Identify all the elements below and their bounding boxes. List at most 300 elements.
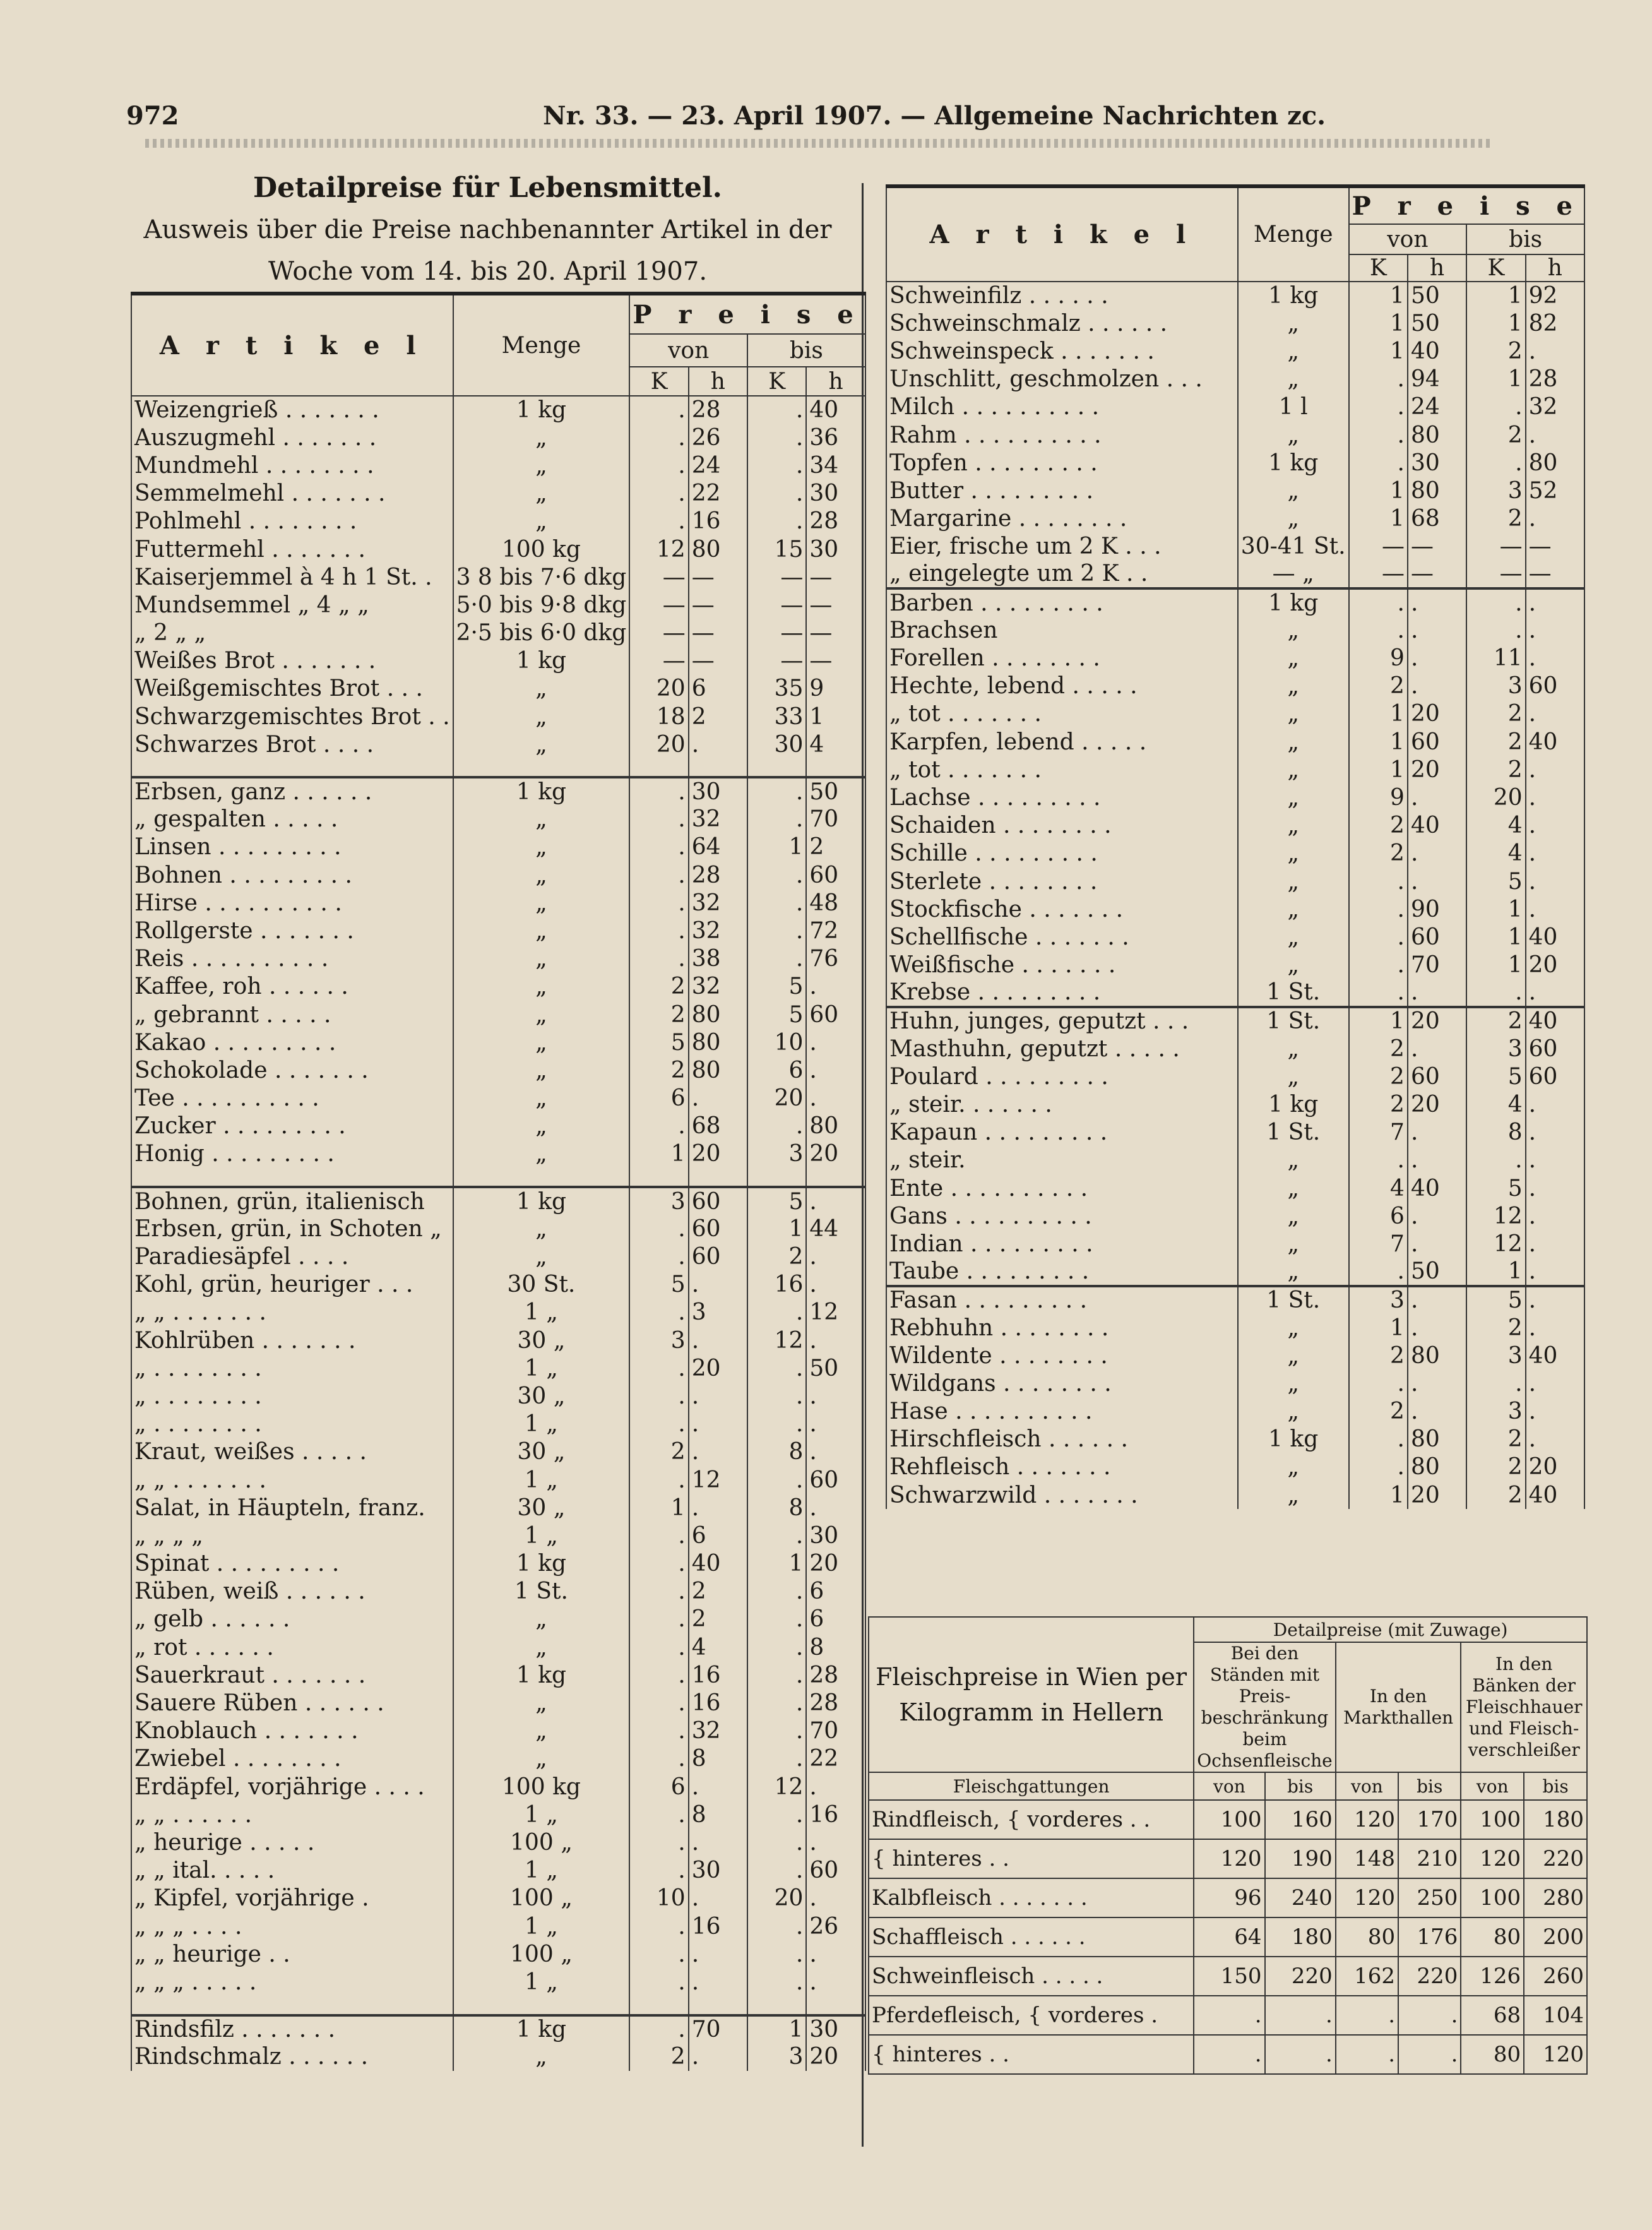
menge-cell: „ bbox=[1238, 700, 1349, 728]
menge-cell: 100 „ bbox=[453, 1828, 630, 1856]
bis-k-cell: 2 bbox=[1466, 1453, 1525, 1481]
artikel-cell: Wildente . . . . . . . . bbox=[886, 1342, 1238, 1369]
col-k: K bbox=[1349, 254, 1408, 282]
bis-h-cell: 40 bbox=[1526, 1342, 1584, 1369]
von-h-cell: 16 bbox=[689, 1912, 747, 1940]
artikel-cell: Butter . . . . . . . . . bbox=[886, 477, 1238, 504]
price-cell: 176 bbox=[1398, 1917, 1461, 1957]
menge-cell: „ bbox=[1238, 728, 1349, 756]
artikel-cell: Indian . . . . . . . . . bbox=[886, 1230, 1238, 1258]
artikel-cell: „ gespalten . . . . . bbox=[131, 806, 453, 833]
table-row bbox=[131, 1828, 865, 1856]
menge-cell: „ bbox=[453, 1243, 630, 1270]
bis-h-cell: . bbox=[1526, 1369, 1584, 1397]
von-h-cell: 80 bbox=[689, 1056, 747, 1084]
table-row bbox=[131, 2015, 865, 2043]
von-k-cell: . bbox=[629, 1243, 688, 1270]
bis-k-cell: 2 bbox=[1466, 1007, 1525, 1035]
menge-cell: „ bbox=[453, 1717, 630, 1745]
bis-h-cell: 20 bbox=[1526, 1453, 1584, 1481]
running-title: Nr. 33. — 23. April 1907. — Allgemeine Nachrichten zc. bbox=[543, 101, 1326, 131]
table-row bbox=[886, 923, 1584, 951]
von-h-cell: 60 bbox=[689, 1243, 747, 1270]
von-h-cell: 22 bbox=[689, 480, 747, 508]
left-table-body bbox=[131, 396, 865, 2071]
table-row bbox=[886, 1342, 1584, 1369]
artikel-cell: Schwarzes Brot . . . . bbox=[131, 730, 453, 758]
von-k-cell: . bbox=[1349, 895, 1408, 923]
price-cell: 240 bbox=[1265, 1878, 1336, 1917]
bis-h-cell: . bbox=[806, 1243, 865, 1270]
menge-cell: „ bbox=[1238, 421, 1349, 449]
menge-cell: „ bbox=[453, 1085, 630, 1112]
von-h-cell: 30 bbox=[689, 777, 747, 805]
bis-k-cell: 1 bbox=[1466, 951, 1525, 979]
bis-h-cell: 16 bbox=[806, 1801, 865, 1828]
von-k-cell: 1 bbox=[1349, 700, 1408, 728]
col-von: von bbox=[1336, 1772, 1398, 1800]
artikel-cell: „ „ . . . . . . . bbox=[131, 1466, 453, 1494]
col-artikel: A r t i k e l bbox=[886, 186, 1238, 282]
bis-k-cell: 5 bbox=[1466, 1063, 1525, 1090]
bis-k-cell: 30 bbox=[747, 730, 806, 758]
gap-cell bbox=[629, 758, 688, 777]
menge-cell: „ bbox=[1238, 784, 1349, 811]
von-k-cell: 20 bbox=[629, 730, 688, 758]
bis-k-cell: 3 bbox=[1466, 1342, 1525, 1369]
artikel-cell: Kakao . . . . . . . . . bbox=[131, 1029, 453, 1056]
bis-h-cell: — bbox=[806, 591, 865, 619]
von-k-cell: 4 bbox=[1349, 1174, 1408, 1202]
von-h-cell: . bbox=[689, 1382, 747, 1410]
von-k-cell: 1 bbox=[1349, 728, 1408, 756]
von-h-cell: 60 bbox=[1408, 923, 1466, 951]
artikel-cell: „ gebrannt . . . . . bbox=[131, 1001, 453, 1029]
artikel-cell: Kohlrüben . . . . . . . bbox=[131, 1327, 453, 1354]
menge-cell: „ bbox=[453, 806, 630, 833]
bis-h-cell: . bbox=[806, 1968, 865, 1996]
von-k-cell: 2 bbox=[1349, 672, 1408, 700]
bis-k-cell: . bbox=[747, 1633, 806, 1661]
artikel-cell: Schweinspeck . . . . . . . bbox=[886, 337, 1238, 365]
bis-h-cell: 40 bbox=[1526, 1007, 1584, 1035]
bis-k-cell: . bbox=[747, 1112, 806, 1140]
table-row bbox=[131, 861, 865, 889]
table-row bbox=[886, 366, 1584, 393]
table-row bbox=[131, 1745, 865, 1773]
bis-h-cell: . bbox=[806, 1885, 865, 1912]
menge-cell: 100 „ bbox=[453, 1885, 630, 1912]
von-k-cell: 2 bbox=[1349, 1063, 1408, 1090]
menge-cell: „ bbox=[1238, 616, 1349, 644]
von-k-cell: . bbox=[1349, 588, 1408, 616]
table-row bbox=[131, 1410, 865, 1438]
bis-k-cell: . bbox=[747, 1801, 806, 1828]
menge-cell: „ bbox=[1238, 1202, 1349, 1230]
von-k-cell: 2 bbox=[1349, 1090, 1408, 1118]
von-h-cell: 16 bbox=[689, 1661, 747, 1689]
table-row bbox=[886, 1369, 1584, 1397]
artikel-cell: Karpfen, lebend . . . . . bbox=[886, 728, 1238, 756]
artikel-cell: Salat, in Häupteln, franz. bbox=[131, 1494, 453, 1522]
von-h-cell: 70 bbox=[689, 2015, 747, 2043]
table-row bbox=[131, 647, 865, 675]
table-row bbox=[886, 309, 1584, 337]
von-k-cell: 2 bbox=[629, 2043, 688, 2071]
price-cell: 200 bbox=[1524, 1917, 1587, 1957]
menge-cell: „ bbox=[453, 480, 630, 508]
bis-h-cell: 80 bbox=[806, 1112, 865, 1140]
von-h-cell: . bbox=[1408, 1230, 1466, 1258]
col-bis: bis bbox=[1466, 224, 1584, 254]
menge-cell: 1 l bbox=[1238, 393, 1349, 421]
table-row bbox=[131, 1912, 865, 1940]
bis-h-cell: 26 bbox=[806, 1912, 865, 1940]
von-h-cell: 40 bbox=[1408, 812, 1466, 840]
von-h-cell: 64 bbox=[689, 833, 747, 861]
bis-k-cell: 20 bbox=[747, 1085, 806, 1112]
von-k-cell: . bbox=[629, 1801, 688, 1828]
von-k-cell: . bbox=[629, 889, 688, 917]
bis-h-cell: 28 bbox=[806, 1689, 865, 1717]
von-k-cell: — bbox=[1349, 561, 1408, 588]
von-h-cell: 30 bbox=[689, 1857, 747, 1885]
gap-cell bbox=[747, 1996, 806, 2015]
bis-h-cell: — bbox=[806, 563, 865, 591]
gap-cell bbox=[131, 758, 453, 777]
bis-k-cell: . bbox=[747, 1912, 806, 1940]
bis-k-cell: . bbox=[747, 889, 806, 917]
artikel-cell: Rebhuhn . . . . . . . . bbox=[886, 1314, 1238, 1342]
menge-cell: 1 kg bbox=[1238, 282, 1349, 309]
bis-h-cell: 30 bbox=[806, 1522, 865, 1549]
von-k-cell: . bbox=[629, 1745, 688, 1773]
von-h-cell: 32 bbox=[689, 806, 747, 833]
von-k-cell: . bbox=[1349, 1369, 1408, 1397]
von-h-cell: 20 bbox=[689, 1354, 747, 1382]
running-header bbox=[126, 95, 1490, 139]
table-row bbox=[886, 840, 1584, 868]
col-von: von bbox=[1194, 1772, 1264, 1800]
von-h-cell: 32 bbox=[689, 917, 747, 945]
col-k: K bbox=[747, 367, 806, 396]
table-row bbox=[886, 1258, 1584, 1286]
bis-k-cell: — bbox=[747, 563, 806, 591]
menge-cell: 100 „ bbox=[453, 1940, 630, 1968]
von-k-cell: 5 bbox=[629, 1029, 688, 1056]
fleisch-cell: { hinteres . . bbox=[869, 1839, 1194, 1878]
table-row bbox=[131, 675, 865, 703]
bis-h-cell: . bbox=[1526, 1230, 1584, 1258]
bis-h-cell: 20 bbox=[806, 1550, 865, 1578]
menge-cell: „ bbox=[453, 1215, 630, 1243]
menge-cell: „ bbox=[1238, 337, 1349, 365]
artikel-cell: Hirse . . . . . . . . . . bbox=[131, 889, 453, 917]
table-row bbox=[131, 945, 865, 973]
artikel-cell: „ rot . . . . . . bbox=[131, 1633, 453, 1661]
menge-cell: 1 kg bbox=[453, 396, 630, 424]
von-k-cell: . bbox=[629, 1522, 688, 1549]
von-h-cell: 20 bbox=[1408, 1481, 1466, 1509]
menge-cell: „ bbox=[1238, 1481, 1349, 1509]
table-row bbox=[886, 1174, 1584, 1202]
bis-k-cell: . bbox=[747, 1828, 806, 1856]
bis-h-cell: 60 bbox=[1526, 1063, 1584, 1090]
von-k-cell: 2 bbox=[629, 1438, 688, 1466]
bis-k-cell: 8 bbox=[747, 1438, 806, 1466]
menge-cell: 3 8 bis 7·6 dkg bbox=[453, 563, 630, 591]
table-row bbox=[131, 1857, 865, 1885]
von-k-cell: 2 bbox=[1349, 840, 1408, 868]
artikel-cell: Poulard . . . . . . . . . bbox=[886, 1063, 1238, 1090]
artikel-cell: „ eingelegte um 2 K . . bbox=[886, 561, 1238, 588]
bis-k-cell: . bbox=[747, 1466, 806, 1494]
menge-cell: 1 „ bbox=[453, 1522, 630, 1549]
table-row bbox=[131, 1299, 865, 1327]
artikel-cell: Barben . . . . . . . . . bbox=[886, 588, 1238, 616]
col-preise: P r e i s e bbox=[629, 294, 865, 334]
price-cell: 180 bbox=[1265, 1917, 1336, 1957]
meat-table-body bbox=[869, 1800, 1587, 2074]
bis-k-cell: 12 bbox=[747, 1773, 806, 1801]
artikel-cell: Bohnen . . . . . . . . . bbox=[131, 861, 453, 889]
table-row bbox=[886, 1202, 1584, 1230]
von-h-cell: — bbox=[689, 647, 747, 675]
bis-h-cell: 2 bbox=[806, 833, 865, 861]
bis-k-cell: 1 bbox=[747, 2015, 806, 2043]
bis-h-cell: 34 bbox=[806, 451, 865, 479]
bis-k-cell: 35 bbox=[747, 675, 806, 703]
artikel-cell: Schille . . . . . . . . . bbox=[886, 840, 1238, 868]
bis-h-cell: . bbox=[806, 1773, 865, 1801]
bis-k-cell: 5 bbox=[747, 1187, 806, 1215]
table-row bbox=[886, 1481, 1584, 1509]
bis-h-cell: 1 bbox=[806, 703, 865, 730]
von-h-cell: . bbox=[1408, 1398, 1466, 1426]
artikel-cell: Schokolade . . . . . . . bbox=[131, 1056, 453, 1084]
bis-k-cell: 10 bbox=[747, 1029, 806, 1056]
table-row bbox=[131, 563, 865, 591]
bis-k-cell: 16 bbox=[747, 1271, 806, 1299]
menge-cell: „ bbox=[1238, 477, 1349, 504]
von-h-cell: 60 bbox=[1408, 1063, 1466, 1090]
von-h-cell: . bbox=[1408, 1202, 1466, 1230]
von-h-cell: . bbox=[689, 1494, 747, 1522]
von-k-cell: . bbox=[1349, 393, 1408, 421]
gap-cell bbox=[747, 1168, 806, 1187]
bis-k-cell: 1 bbox=[747, 1215, 806, 1243]
menge-cell: „ bbox=[1238, 1063, 1349, 1090]
bis-k-cell: 3 bbox=[1466, 1035, 1525, 1063]
artikel-cell: Erbsen, ganz . . . . . . bbox=[131, 777, 453, 805]
menge-cell: 1 kg bbox=[1238, 449, 1349, 477]
von-k-cell: 9 bbox=[1349, 644, 1408, 672]
menge-cell: 1 „ bbox=[453, 1857, 630, 1885]
bis-h-cell: 30 bbox=[806, 480, 865, 508]
table-row bbox=[131, 1996, 865, 2015]
title-main: Detailpreise für Lebensmittel. bbox=[253, 172, 722, 204]
artikel-cell: Hase . . . . . . . . . . bbox=[886, 1398, 1238, 1426]
menge-cell: 1 kg bbox=[1238, 1090, 1349, 1118]
table-row bbox=[869, 1957, 1587, 1996]
bis-k-cell: 1 bbox=[1466, 895, 1525, 923]
von-k-cell: . bbox=[629, 1550, 688, 1578]
von-h-cell: . bbox=[689, 1271, 747, 1299]
bis-k-cell: 15 bbox=[747, 535, 806, 563]
von-h-cell: 20 bbox=[1408, 1007, 1466, 1035]
bis-k-cell: . bbox=[747, 945, 806, 973]
artikel-cell: Linsen . . . . . . . . . bbox=[131, 833, 453, 861]
bis-k-cell: 2 bbox=[1466, 337, 1525, 365]
price-cell: . bbox=[1398, 1996, 1461, 2035]
artikel-cell: „ steir. bbox=[886, 1147, 1238, 1174]
bis-k-cell: 1 bbox=[747, 833, 806, 861]
gap-cell bbox=[453, 1996, 630, 2015]
von-h-cell: . bbox=[689, 1410, 747, 1438]
table-row bbox=[131, 1550, 865, 1578]
von-h-cell: . bbox=[689, 1085, 747, 1112]
bis-k-cell: . bbox=[1466, 588, 1525, 616]
price-cell: 120 bbox=[1336, 1800, 1398, 1839]
bis-h-cell: 72 bbox=[806, 917, 865, 945]
bis-h-cell: . bbox=[1526, 840, 1584, 868]
gap-cell bbox=[131, 1168, 453, 1187]
table-row bbox=[886, 1063, 1584, 1090]
von-h-cell: 50 bbox=[1408, 309, 1466, 337]
table-row bbox=[886, 979, 1584, 1007]
von-k-cell: . bbox=[1349, 1453, 1408, 1481]
artikel-cell: „ . . . . . . . . bbox=[131, 1354, 453, 1382]
bis-k-cell: . bbox=[747, 396, 806, 424]
menge-cell: „ bbox=[1238, 895, 1349, 923]
von-k-cell: 2 bbox=[1349, 812, 1408, 840]
menge-cell: „ bbox=[1238, 1258, 1349, 1286]
artikel-cell: „ tot . . . . . . . bbox=[886, 756, 1238, 784]
table-row bbox=[886, 784, 1584, 811]
bis-h-cell: 28 bbox=[1526, 366, 1584, 393]
von-k-cell: . bbox=[629, 1578, 688, 1606]
menge-cell: „ bbox=[1238, 505, 1349, 533]
bis-h-cell: — bbox=[1526, 533, 1584, 561]
price-cell: 120 bbox=[1336, 1878, 1398, 1917]
table-row bbox=[131, 1689, 865, 1717]
bis-h-cell: . bbox=[806, 1029, 865, 1056]
bis-k-cell: . bbox=[1466, 616, 1525, 644]
bis-h-cell: . bbox=[806, 1271, 865, 1299]
menge-cell: 30 „ bbox=[453, 1438, 630, 1466]
artikel-cell: Reis . . . . . . . . . . bbox=[131, 945, 453, 973]
menge-cell: 1 kg bbox=[453, 1550, 630, 1578]
col-artikel: A r t i k e l bbox=[131, 294, 453, 396]
menge-cell: „ bbox=[1238, 1342, 1349, 1369]
bis-k-cell: 2 bbox=[1466, 421, 1525, 449]
price-cell: . bbox=[1336, 2035, 1398, 2074]
col-h: h bbox=[1526, 254, 1584, 282]
von-h-cell: 24 bbox=[1408, 393, 1466, 421]
bis-h-cell: 60 bbox=[806, 861, 865, 889]
bis-h-cell: 70 bbox=[806, 1717, 865, 1745]
von-h-cell: 40 bbox=[689, 1550, 747, 1578]
bis-h-cell: . bbox=[806, 1410, 865, 1438]
von-k-cell: 1 bbox=[1349, 1007, 1408, 1035]
von-k-cell: 2 bbox=[1349, 1398, 1408, 1426]
col-von: von bbox=[629, 334, 747, 367]
artikel-cell: „ „ . . . . . . . bbox=[131, 1299, 453, 1327]
bis-h-cell: 40 bbox=[806, 396, 865, 424]
artikel-cell: Hirschfleisch . . . . . . bbox=[886, 1426, 1238, 1453]
von-k-cell: 1 bbox=[1349, 1481, 1408, 1509]
table-row bbox=[869, 1917, 1587, 1957]
bis-h-cell: . bbox=[806, 1187, 865, 1215]
artikel-cell: Taube . . . . . . . . . bbox=[886, 1258, 1238, 1286]
von-k-cell: 10 bbox=[629, 1885, 688, 1912]
bis-h-cell: . bbox=[1526, 812, 1584, 840]
von-k-cell: 2 bbox=[629, 973, 688, 1001]
bis-k-cell: . bbox=[1466, 1369, 1525, 1397]
menge-cell: „ bbox=[1238, 1147, 1349, 1174]
artikel-cell: Margarine . . . . . . . . bbox=[886, 505, 1238, 533]
von-k-cell: . bbox=[629, 451, 688, 479]
von-h-cell: . bbox=[689, 1438, 747, 1466]
table-row bbox=[131, 1940, 865, 1968]
artikel-cell: „ tot . . . . . . . bbox=[886, 700, 1238, 728]
price-cell: 100 bbox=[1194, 1800, 1264, 1839]
artikel-cell: Kohl, grün, heuriger . . . bbox=[131, 1271, 453, 1299]
von-h-cell: . bbox=[1408, 1035, 1466, 1063]
menge-cell: „ bbox=[453, 1689, 630, 1717]
table-row bbox=[886, 895, 1584, 923]
menge-cell: 1 „ bbox=[453, 1912, 630, 1940]
von-h-cell: . bbox=[1408, 672, 1466, 700]
artikel-cell: Mundsemmel „ 4 „ „ bbox=[131, 591, 453, 619]
bis-h-cell: . bbox=[1526, 979, 1584, 1007]
menge-cell: „ bbox=[1238, 672, 1349, 700]
bis-h-cell: . bbox=[1526, 895, 1584, 923]
von-k-cell: . bbox=[629, 777, 688, 805]
artikel-cell: Milch . . . . . . . . . . bbox=[886, 393, 1238, 421]
table-row bbox=[869, 1800, 1587, 1839]
von-k-cell: . bbox=[1349, 1426, 1408, 1453]
bis-k-cell: . bbox=[747, 424, 806, 451]
von-k-cell: . bbox=[629, 1689, 688, 1717]
col-von: von bbox=[1349, 224, 1467, 254]
artikel-cell: Fasan . . . . . . . . . bbox=[886, 1286, 1238, 1314]
bis-h-cell: . bbox=[1526, 1286, 1584, 1314]
von-h-cell: . bbox=[1408, 868, 1466, 895]
menge-cell: 1 kg bbox=[1238, 1426, 1349, 1453]
menge-cell: „ bbox=[453, 703, 630, 730]
menge-cell: 1 St. bbox=[1238, 1119, 1349, 1147]
bis-k-cell: 2 bbox=[1466, 1314, 1525, 1342]
header-divider bbox=[145, 139, 1490, 148]
table-row bbox=[886, 1147, 1584, 1174]
table-row bbox=[886, 477, 1584, 504]
bis-k-cell: . bbox=[1466, 979, 1525, 1007]
table-row bbox=[131, 1773, 865, 1801]
von-h-cell: 8 bbox=[689, 1801, 747, 1828]
artikel-cell: Knoblauch . . . . . . . bbox=[131, 1717, 453, 1745]
bis-k-cell: . bbox=[747, 1578, 806, 1606]
menge-cell: „ bbox=[453, 889, 630, 917]
von-k-cell: . bbox=[629, 1410, 688, 1438]
artikel-cell: Weißfische . . . . . . . bbox=[886, 951, 1238, 979]
table-row bbox=[131, 451, 865, 479]
table-row bbox=[886, 1230, 1584, 1258]
price-cell: . bbox=[1265, 1996, 1336, 2035]
bis-k-cell: . bbox=[747, 861, 806, 889]
price-cell: . bbox=[1194, 1996, 1264, 2035]
von-k-cell: . bbox=[629, 1354, 688, 1382]
